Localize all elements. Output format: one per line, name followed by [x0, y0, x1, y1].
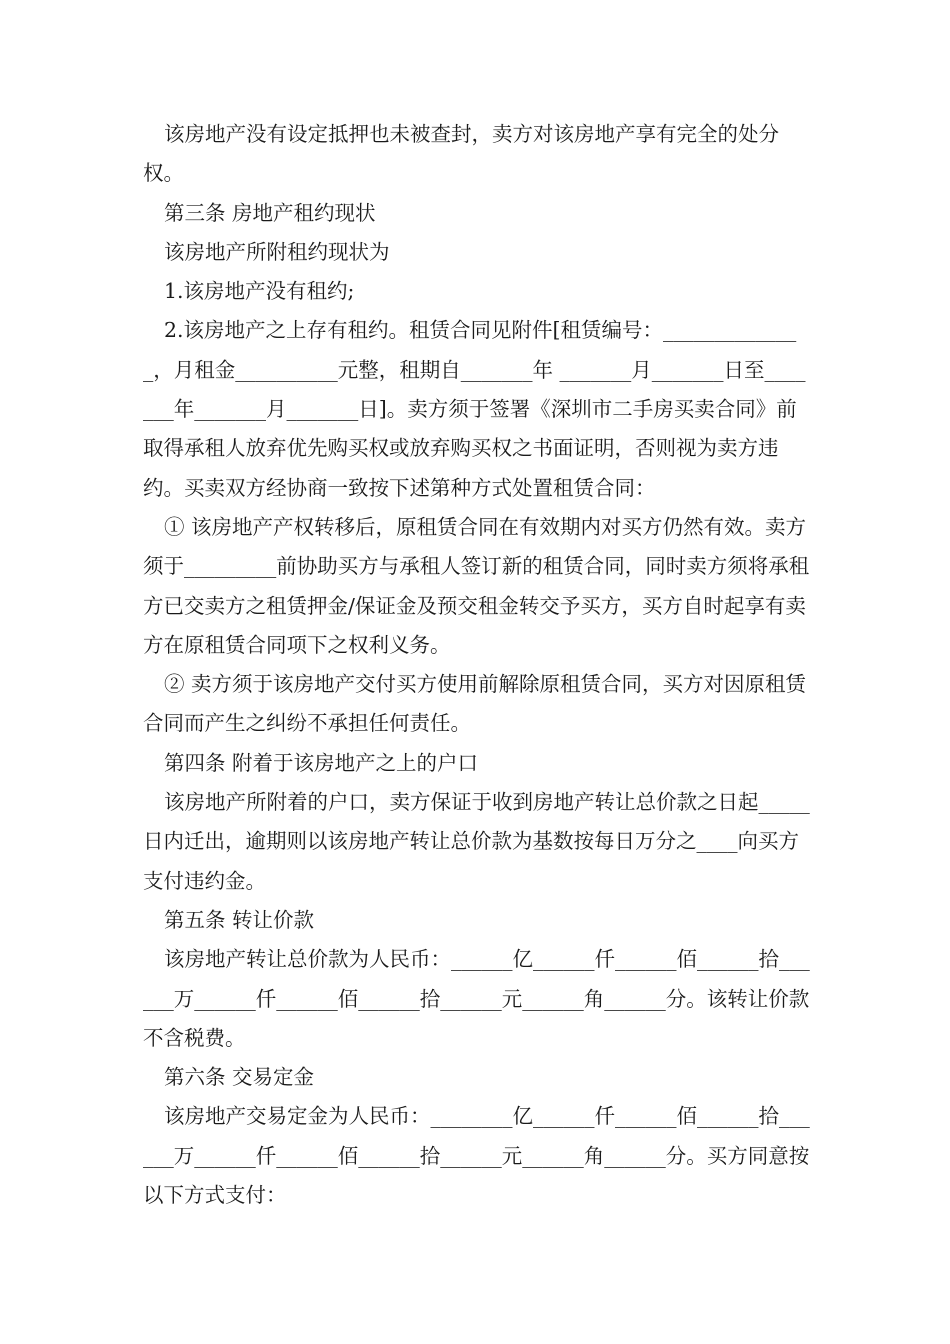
- paragraph-lease-handling-2: ② 卖方须于该房地产交付买方使用前解除原租赁合同，买方对因原租赁合同而产生之纠纷不承担任何责任。: [143, 672, 807, 736]
- paragraph-household-registration: 该房地产所附着的户口，卖方保证于收到房地产转让总价款之日起_____日内迁出，逾期则以该房地产转让总价款为基数按每日万分之____向买方支付违约金。: [143, 790, 810, 893]
- paragraph-deposit: 该房地产交易定金为人民币：________亿______仟______佰______拾______万______仟______佰______拾______元______角______分。买方同意按以下方式支付：: [143, 1104, 810, 1208]
- paragraph-no-mortgage: 该房地产没有设定抵押也未被查封，卖方对该房地产享有完全的处分权。: [143, 122, 779, 186]
- paragraph-transfer-price: 该房地产转让总价款为人民币：______亿______仟______佰______拾______万______仟______佰______拾______元______角______分。该转让价款不含税费。: [143, 947, 810, 1050]
- paragraph-lease-handling-1: ① 该房地产产权转移后，原租赁合同在有效期内对买方仍然有效。卖方须于_________前协助买方与承租人签订新的租赁合同，同时卖方须将承租方已交卖方之租赁押金/保证金及预交租金转交予买方，买方自时起享有卖方在原租赁合同项下之权利义务。: [143, 514, 810, 657]
- paragraph-lease-status-intro: 该房地产所附租约现状为: [164, 239, 390, 264]
- heading-article-6: 第六条 交易定金: [164, 1065, 315, 1090]
- heading-article-3: 第三条 房地产租约现状: [164, 200, 376, 225]
- heading-article-5: 第五条 转让价款: [164, 907, 315, 932]
- heading-article-4: 第四条 附着于该房地产之上的户口: [164, 750, 479, 775]
- paragraph-lease-option-1: 1.该房地产没有租约;: [164, 279, 355, 304]
- contract-page: [143, 115, 813, 1215]
- paragraph-lease-option-2: 2.该房地产之上存有租约。租赁合同见附件[租赁编号：______________，月租金__________元整，租期自_______年 _______月_______日至_______年_______月_______日]。卖方须于签署《深圳市二手房买卖合同》前取得承租人放弃优先购买权或放弃购买权之书面证明，否则视为卖方违约。买卖双方经协商一致按下述第种方式处置租赁合同：: [143, 318, 806, 500]
